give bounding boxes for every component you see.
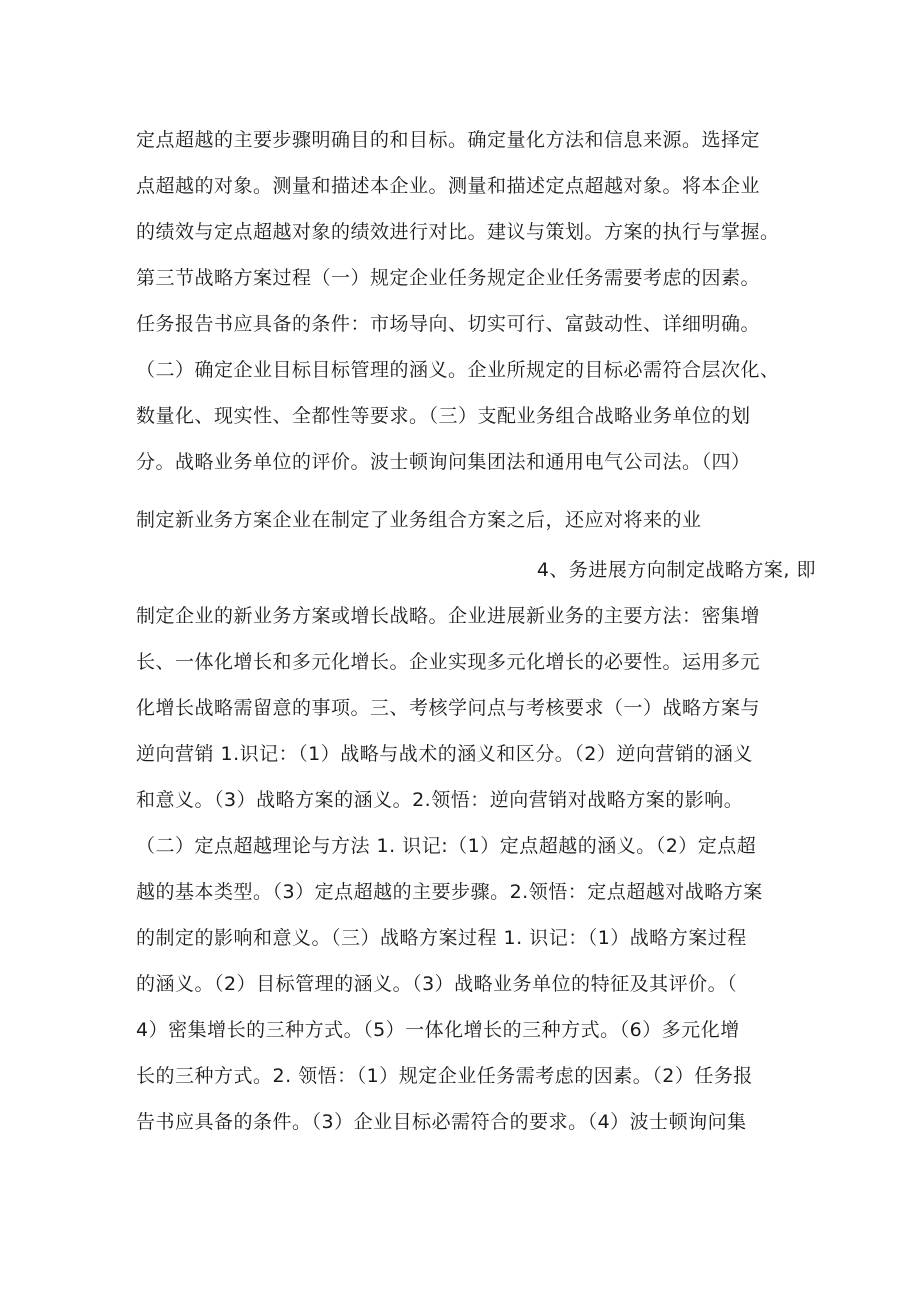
text-line: 定点超越的主要步骤明确目的和目标。确定量化方法和信息来源。选择定: [136, 129, 761, 151]
text-line: 的制定的影响和意义。（三）战略方案过程 1. 识记：（1）战略方案过程: [136, 927, 747, 949]
text-line: 告书应具备的条件。（3）企业目标必需符合的要求。（4）波士顿询问集: [136, 1111, 747, 1133]
text-line: 分。战略业务单位的评价。波士顿询问集团法和通用电气公司法。（四）: [136, 451, 751, 473]
text-line: 逆向营销 1.识记：（1）战略与战术的涵义和区分。（2）逆向营销的涵义: [136, 743, 753, 765]
text-line: （二）定点超越理论与方法 1. 识记:（1）定点超越的涵义。（2）定点超: [136, 835, 757, 857]
text-line: 任务报告书应具备的条件：市场导向、切实可行、富鼓动性、详细明确。: [136, 313, 761, 335]
text-line: 第三节战略方案过程（一）规定企业任务规定企业任务需要考虑的因素。: [136, 267, 761, 289]
text-line: 制定新业务方案企业在制定了业务组合方案之后，还应对将来的业: [136, 509, 702, 531]
text-line: 制定企业的新业务方案或增长战略。企业进展新业务的主要方法：密集增: [136, 605, 761, 627]
text-line: 的涵义。（2）目标管理的涵义。（3）战略业务单位的特征及其评价。（: [136, 973, 738, 995]
text-line: 的绩效与定点超越对象的绩效进行对比。建议与策划。方案的执行与掌握。: [136, 221, 780, 243]
text-line: 和意义。（3）战略方案的涵义。2.领悟：逆向营销对战略方案的影响。: [136, 789, 744, 811]
text-line: 长、一体化增长和多元化增长。企业实现多元化增长的必要性。运用多元: [136, 651, 761, 673]
text-line: 长的三种方式。2. 领悟：（1）规定企业任务需考虑的因素。（2）任务报: [136, 1065, 753, 1087]
text-line: 点超越的对象。测量和描述本企业。测量和描述定点超越对象。将本企业: [136, 175, 761, 197]
text-line: 化增长战略需留意的事项。三、考核学问点与考核要求（一）战略方案与: [136, 697, 761, 719]
text-line-right: 4、务进展方向制定战略方案, 即: [536, 559, 816, 581]
text-line: 越的基本类型。（3）定点超越的主要步骤。2.领悟：定点超越对战略方案: [136, 881, 763, 903]
text-line: 数量化、现实性、全都性等要求。（三）支配业务组合战略业务单位的划: [136, 405, 751, 427]
text-line: （二）确定企业目标目标管理的涵义。企业所规定的目标必需符合层次化、: [136, 359, 780, 381]
text-line: 4）密集增长的三种方式。（5）一体化增长的三种方式。（6）多元化增: [136, 1019, 740, 1041]
